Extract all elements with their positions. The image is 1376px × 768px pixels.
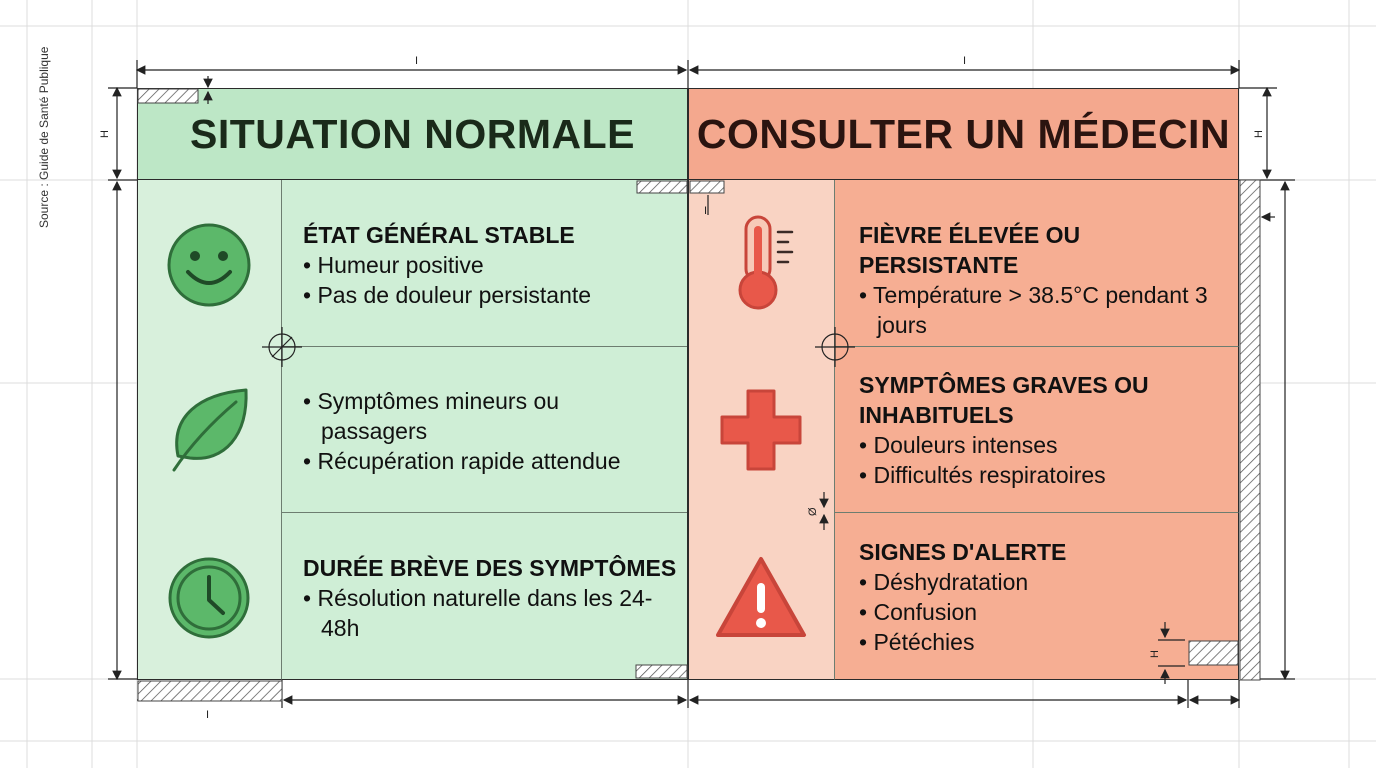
right-row-3-title: SIGNES D'ALERTE [859,539,1067,565]
left-row-3-text [303,553,683,643]
header-consulter-medecin: CONSULTER UN MÉDECIN [688,88,1239,180]
left-row-2-bullet-1: • Symptômes mineurs ou passagers [303,386,663,446]
left-row-1-bullet-2: • Pas de douleur persistante [303,280,683,310]
left-row-2-text [303,386,663,476]
left-row-3-bullet-1: • Résolution naturelle dans les 24-48h [303,583,683,643]
right-row-2-bullet-1: • Douleurs intenses [859,430,1189,460]
right-row-3-bullet-3: • Pétéchies [859,627,1189,657]
header-situation-normale: SITUATION NORMALE [137,88,688,180]
right-row-3-bullet-2: • Confusion [859,597,1189,627]
dim-label-height-right: H [1253,130,1265,138]
left-row-1-bullet-1: • Humeur positive [303,250,683,280]
right-row-2-text [859,370,1189,490]
right-row-1-text [859,220,1234,340]
right-row-3-bullet-1: • Déshydratation [859,567,1189,597]
dim-label-diameter: Ø [807,507,819,516]
right-row-1-title: FIÈVRE ÉLEVÉE OU PERSISTANTE [859,222,1081,278]
right-row-3-text [859,537,1189,657]
smiley-face-icon [166,222,252,308]
right-row-2-bullet-2: • Difficultés respiratoires [859,460,1189,490]
right-row-2-title: SYMPTÔMES GRAVES OU INHABITUELS [859,372,1149,428]
leaf-icon [170,386,252,474]
left-row-1-title: ÉTAT GÉNÉRAL STABLE [303,222,575,248]
medical-cross-icon [720,389,802,471]
thermometer-icon [734,214,798,312]
center-divider [687,88,689,680]
dim-label-height-left: H [99,130,111,138]
dim-label-inner: I [704,205,708,217]
source-note: Source : Guide de Santé Publique [37,46,51,228]
dim-label-top-right: I [963,55,967,67]
right-row-1-bullet-1: • Température > 38.5°C pendant 3 jours [859,280,1234,340]
dim-label-top-left: I [415,55,419,67]
left-row-3-title: DURÉE BRÈVE DES SYMPTÔMES [303,555,677,581]
left-row-1-text [303,220,683,310]
clock-icon [166,555,252,641]
dim-label-height-corner: H [1149,650,1161,658]
dim-label-bottom-left: I [206,709,210,721]
warning-triangle-icon [714,555,808,639]
left-row-2-bullet-2: • Récupération rapide attendue [303,446,663,476]
